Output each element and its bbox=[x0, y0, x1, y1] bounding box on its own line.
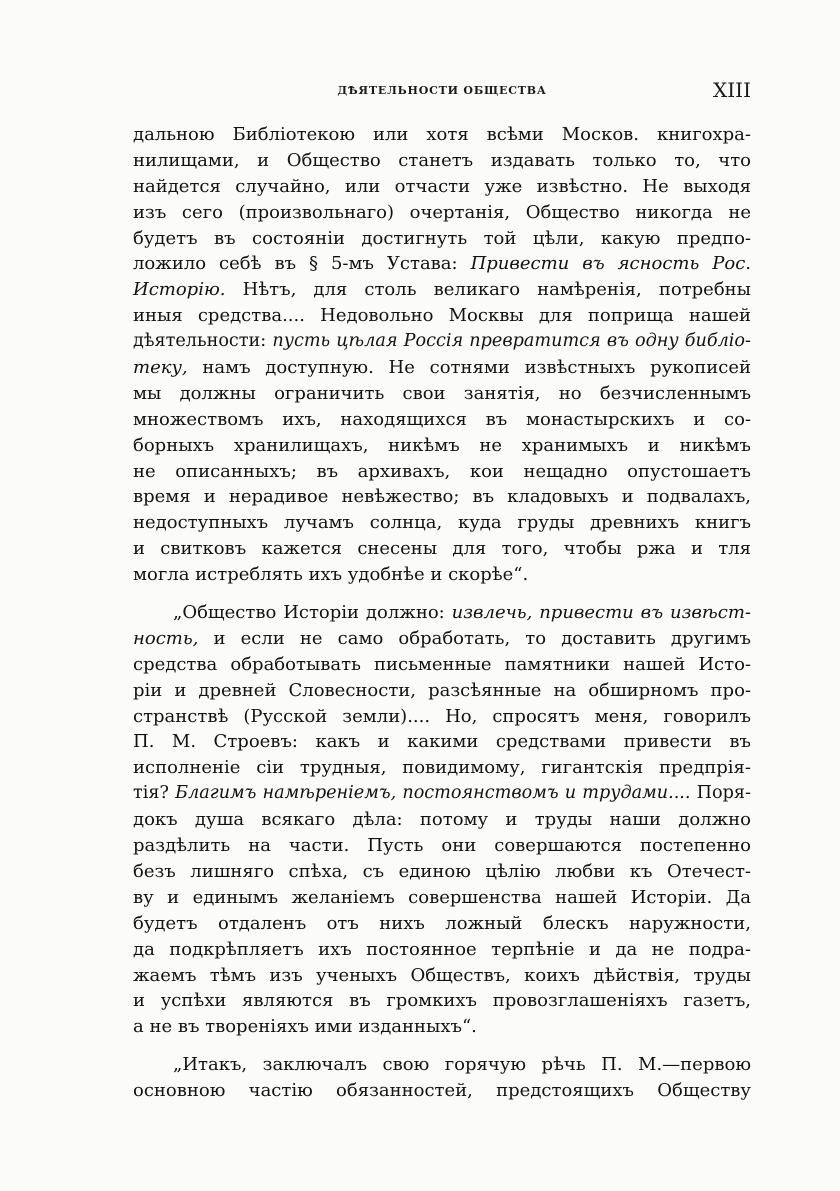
paragraph-2 bbox=[133, 600, 751, 1040]
text-line: исполненіе сіи трудныя, повидимому, гигантскія предпрія- bbox=[133, 757, 751, 779]
text-segment: „Общество Исторіи должно: bbox=[173, 602, 452, 624]
text-segment: и если не само обработать, то доставить другимъ bbox=[198, 627, 751, 649]
text-line: не описанныхъ; въ архивахъ, кои нещадно опустошаетъ bbox=[133, 460, 751, 482]
running-title: ДѢЯТЕЛЬНОСТИ ОБЩЕСТВА bbox=[337, 84, 547, 97]
text-segment: тія? bbox=[133, 783, 176, 804]
text-line: ріи и древней Словесности, разсѣянные на обширномъ про- bbox=[133, 679, 751, 701]
paragraph-1 bbox=[133, 122, 751, 588]
text-line: „Итакъ, заключалъ свою горячую рѣчь П. М.—первою bbox=[173, 1054, 751, 1076]
text-segment: ложило себѣ въ § 5-мъ Устава: bbox=[133, 253, 471, 275]
page-header bbox=[133, 78, 751, 108]
body-text bbox=[133, 122, 751, 1104]
text-line: а не въ твореніяхъ ими изданныхъ“. bbox=[133, 1016, 477, 1038]
page-number: XIII bbox=[713, 78, 751, 102]
text-line: недоступныхъ лучамъ солнца, куда груды древнихъ книгъ bbox=[133, 512, 751, 534]
text-line bbox=[133, 329, 751, 355]
italic-segment: ность, bbox=[133, 627, 199, 649]
paragraph-gap bbox=[133, 1040, 751, 1052]
text-line: раздѣлить на части. Пусть они совершаются постепенно bbox=[133, 835, 751, 857]
text-line: средства обработывать письменные памятники нашей Исто- bbox=[133, 653, 751, 675]
text-line bbox=[133, 781, 751, 807]
italic-segment: теку, bbox=[133, 357, 188, 379]
text-line: жаемъ тѣмъ изъ ученыхъ Обществъ, коихъ дѣйствія, труды bbox=[133, 964, 751, 986]
italic-segment: извлечь, привести въ извѣст- bbox=[451, 602, 751, 624]
text-line bbox=[133, 355, 751, 381]
text-segment: Нѣтъ, для столь великаго намѣренія, потребны bbox=[225, 279, 751, 301]
text-line: будетъ въ состояніи достигнуть той цѣли, какую предпо- bbox=[133, 227, 751, 249]
text-line: мы должны ограничить свои занятія, но безчисленнымъ bbox=[133, 382, 751, 404]
text-line: могла истреблять ихъ удобнѣе и скорѣе“. bbox=[133, 564, 529, 586]
text-line: ву и единымъ желаніемъ совершенства нашей Исторіи. Да bbox=[133, 886, 751, 908]
text-line: дальною Библіотекою или хотя всѣми Москов. книгохра- bbox=[133, 124, 751, 145]
text-segment: дѣятельности: bbox=[133, 331, 273, 352]
text-line: безъ лишняго спѣха, съ единою цѣлію любви къ Отечест- bbox=[133, 860, 751, 882]
text-line: П. М. Строевъ: какъ и какими средствами привести въ bbox=[133, 731, 751, 753]
text-line bbox=[133, 626, 751, 652]
text-line: да подкрѣпляетъ ихъ постоянное терпѣніе и да не подра- bbox=[133, 938, 751, 960]
text-line bbox=[133, 251, 751, 277]
text-line: будетъ отдаленъ отъ нихъ ложный блескъ наружности, bbox=[133, 912, 751, 934]
text-line: и успѣхи являются въ громкихъ провозглашеніяхъ газетъ, bbox=[133, 990, 751, 1012]
text-line: и свитковъ кажется снесены для того, чтобы ржа и тля bbox=[133, 538, 751, 560]
italic-segment: пусть цѣлая Россія превратится въ одну библіо- bbox=[272, 331, 752, 352]
text-line: найдется случайно, или отчасти уже извѣстно. Не выходя bbox=[133, 175, 751, 197]
text-line: время и нерадивое невѣжество; въ кладовыхъ и подвалахъ, bbox=[133, 486, 751, 508]
text-segment: Поря- bbox=[690, 783, 752, 804]
text-line: изъ сего (произвольнаго) очертанія, Общество никогда не bbox=[133, 201, 751, 223]
text-line: иныя средства.... Недовольно Москвы для поприща нашей bbox=[133, 305, 751, 327]
text-line bbox=[133, 600, 751, 626]
text-line: нилищами, и Общество станетъ издавать только то, что bbox=[133, 149, 751, 171]
paragraph-3 bbox=[133, 1052, 751, 1104]
italic-segment: Благимъ намѣреніемъ, постоянствомъ и трудами.... bbox=[175, 783, 691, 804]
text-line: основною частію обязанностей, предстоящихъ Обществу bbox=[133, 1080, 751, 1102]
paragraph-gap bbox=[133, 588, 751, 600]
text-line: множествомъ ихъ, находящихся въ монастырскихъ и со- bbox=[133, 408, 751, 430]
text-line: докъ душа всякаго дѣла: потому и труды наши должно bbox=[133, 809, 751, 831]
italic-segment: Исторію. bbox=[133, 279, 226, 301]
text-line bbox=[133, 277, 751, 303]
text-line: странствѣ (Русской земли).... Но, спросятъ меня, говорилъ bbox=[133, 705, 751, 727]
text-line: борныхъ хранилищахъ, никѣмъ не хранимыхъ и никѣмъ bbox=[133, 434, 751, 456]
italic-segment: Привести въ ясность Рос. bbox=[470, 253, 751, 275]
text-segment: намъ доступную. Не сотнями извѣстныхъ рукописей bbox=[187, 357, 751, 379]
